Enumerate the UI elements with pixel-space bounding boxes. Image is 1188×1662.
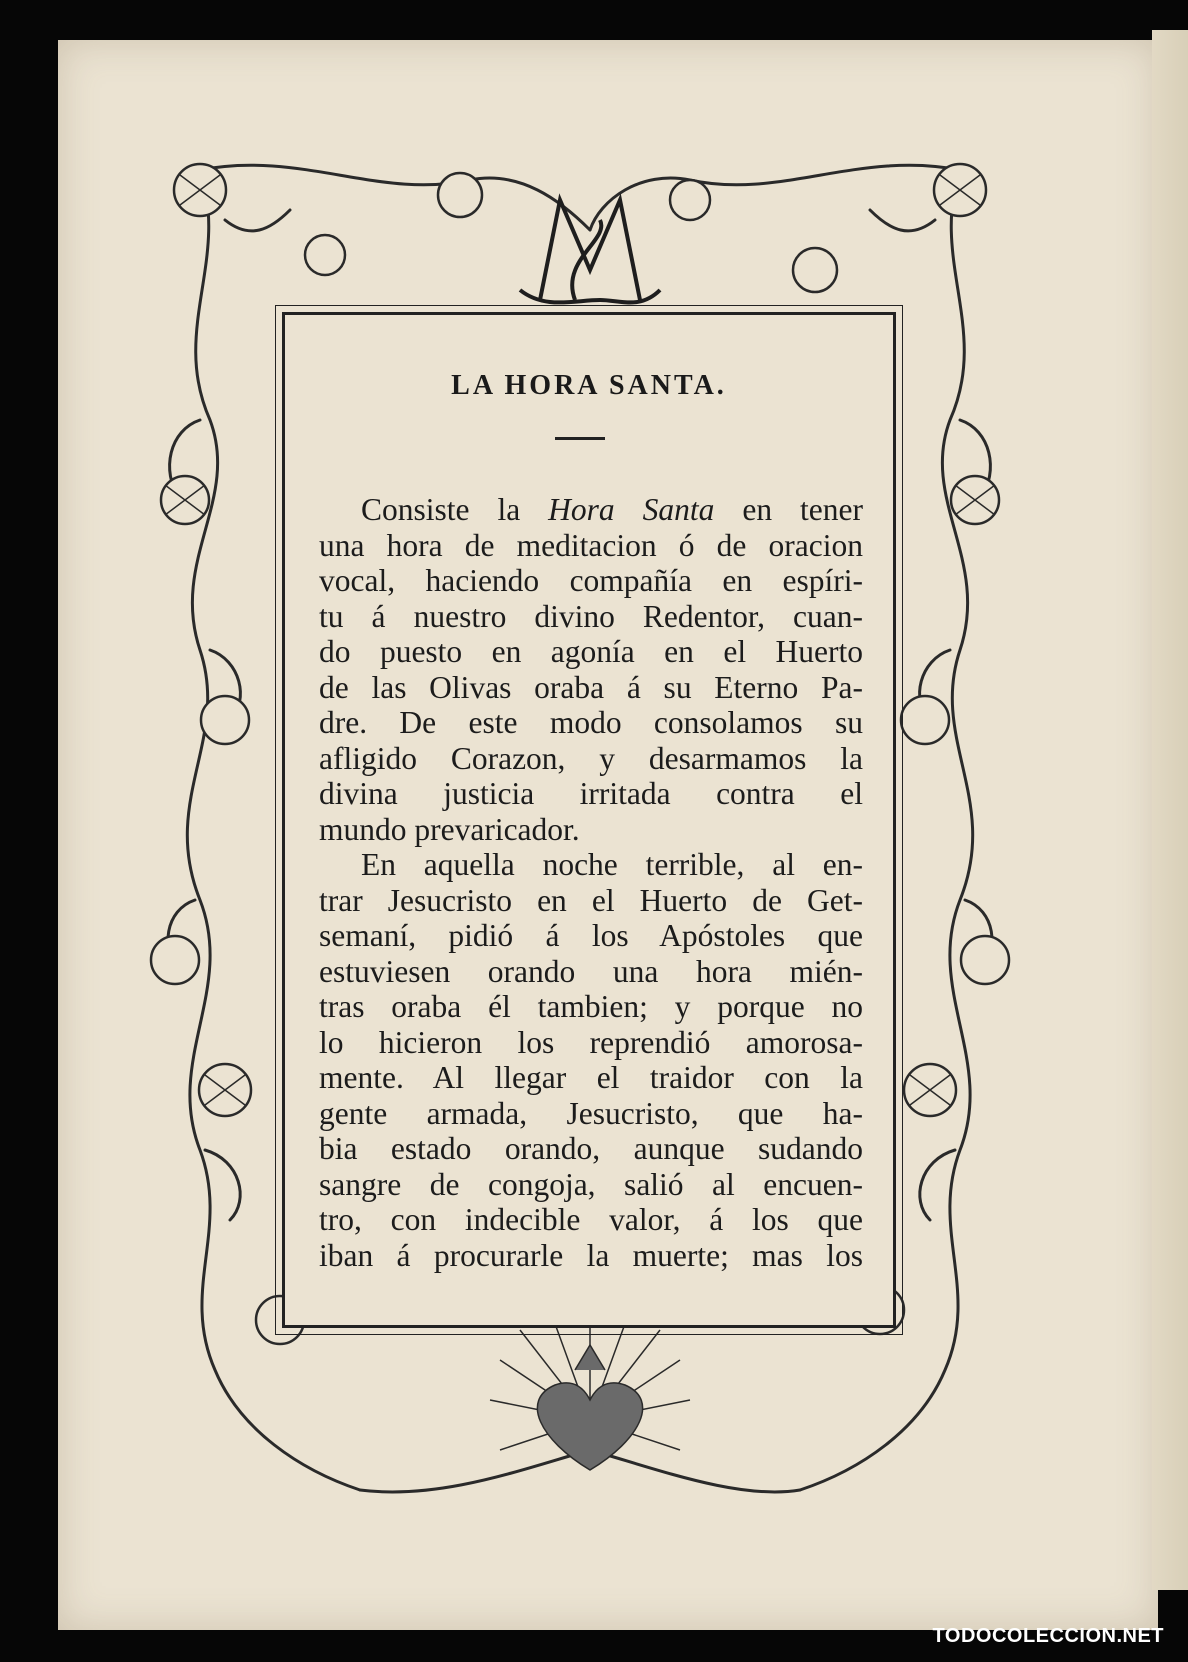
italic-term: Hora Santa bbox=[548, 492, 715, 527]
text-line: tro, con indecible valor, á los que bbox=[319, 1202, 863, 1237]
text-line: divina justicia irritada contra el bbox=[319, 776, 863, 811]
text-line: tras oraba él tambien; y porque no bbox=[319, 989, 863, 1024]
text-line: trar Jesucristo en el Huerto de Get- bbox=[319, 882, 863, 918]
text-line: do puesto en agonía en el Huerto bbox=[319, 634, 863, 669]
text-line: gente armada, Jesucristo, que ha- bbox=[319, 1095, 863, 1131]
page-title: LA HORA SANTA. bbox=[451, 370, 727, 401]
text-line: vocal, haciendo compañía en espíri- bbox=[319, 563, 863, 598]
text-line: tu á nuestro divino Redentor, cuan- bbox=[319, 598, 863, 634]
text-frame bbox=[282, 312, 896, 1328]
text-line: sangre de congoja, salió al encuen- bbox=[319, 1166, 863, 1202]
text-line: dre. De este modo consolamos su bbox=[319, 705, 863, 740]
text-line: En aquella noche terrible, al en- bbox=[361, 847, 863, 882]
text-line: lo hicieron los reprendió amorosa- bbox=[319, 1024, 863, 1060]
text-line: mente. Al llegar el traidor con la bbox=[319, 1060, 863, 1095]
title-rule bbox=[555, 437, 605, 440]
body-text bbox=[319, 492, 863, 1273]
text-line: bia estado orando, aunque sudando bbox=[319, 1131, 863, 1166]
watermark: TODOCOLECCION.NET bbox=[932, 1625, 1164, 1647]
text-line: una hora de meditacion ó de oracion bbox=[319, 527, 863, 563]
text-line: Consiste la Hora Santa en tener bbox=[361, 492, 863, 527]
text-line: de las Olivas oraba á su Eterno Pa- bbox=[319, 669, 863, 705]
text-line: mundo prevaricador. bbox=[319, 811, 580, 847]
text-line: semaní, pidió á los Apóstoles que bbox=[319, 918, 863, 953]
text-line: estuviesen orando una hora mién- bbox=[319, 953, 863, 989]
text-line: iban á procurarle la muerte; mas los bbox=[319, 1237, 863, 1273]
text-line: afligido Corazon, y desarmamos la bbox=[319, 740, 863, 776]
